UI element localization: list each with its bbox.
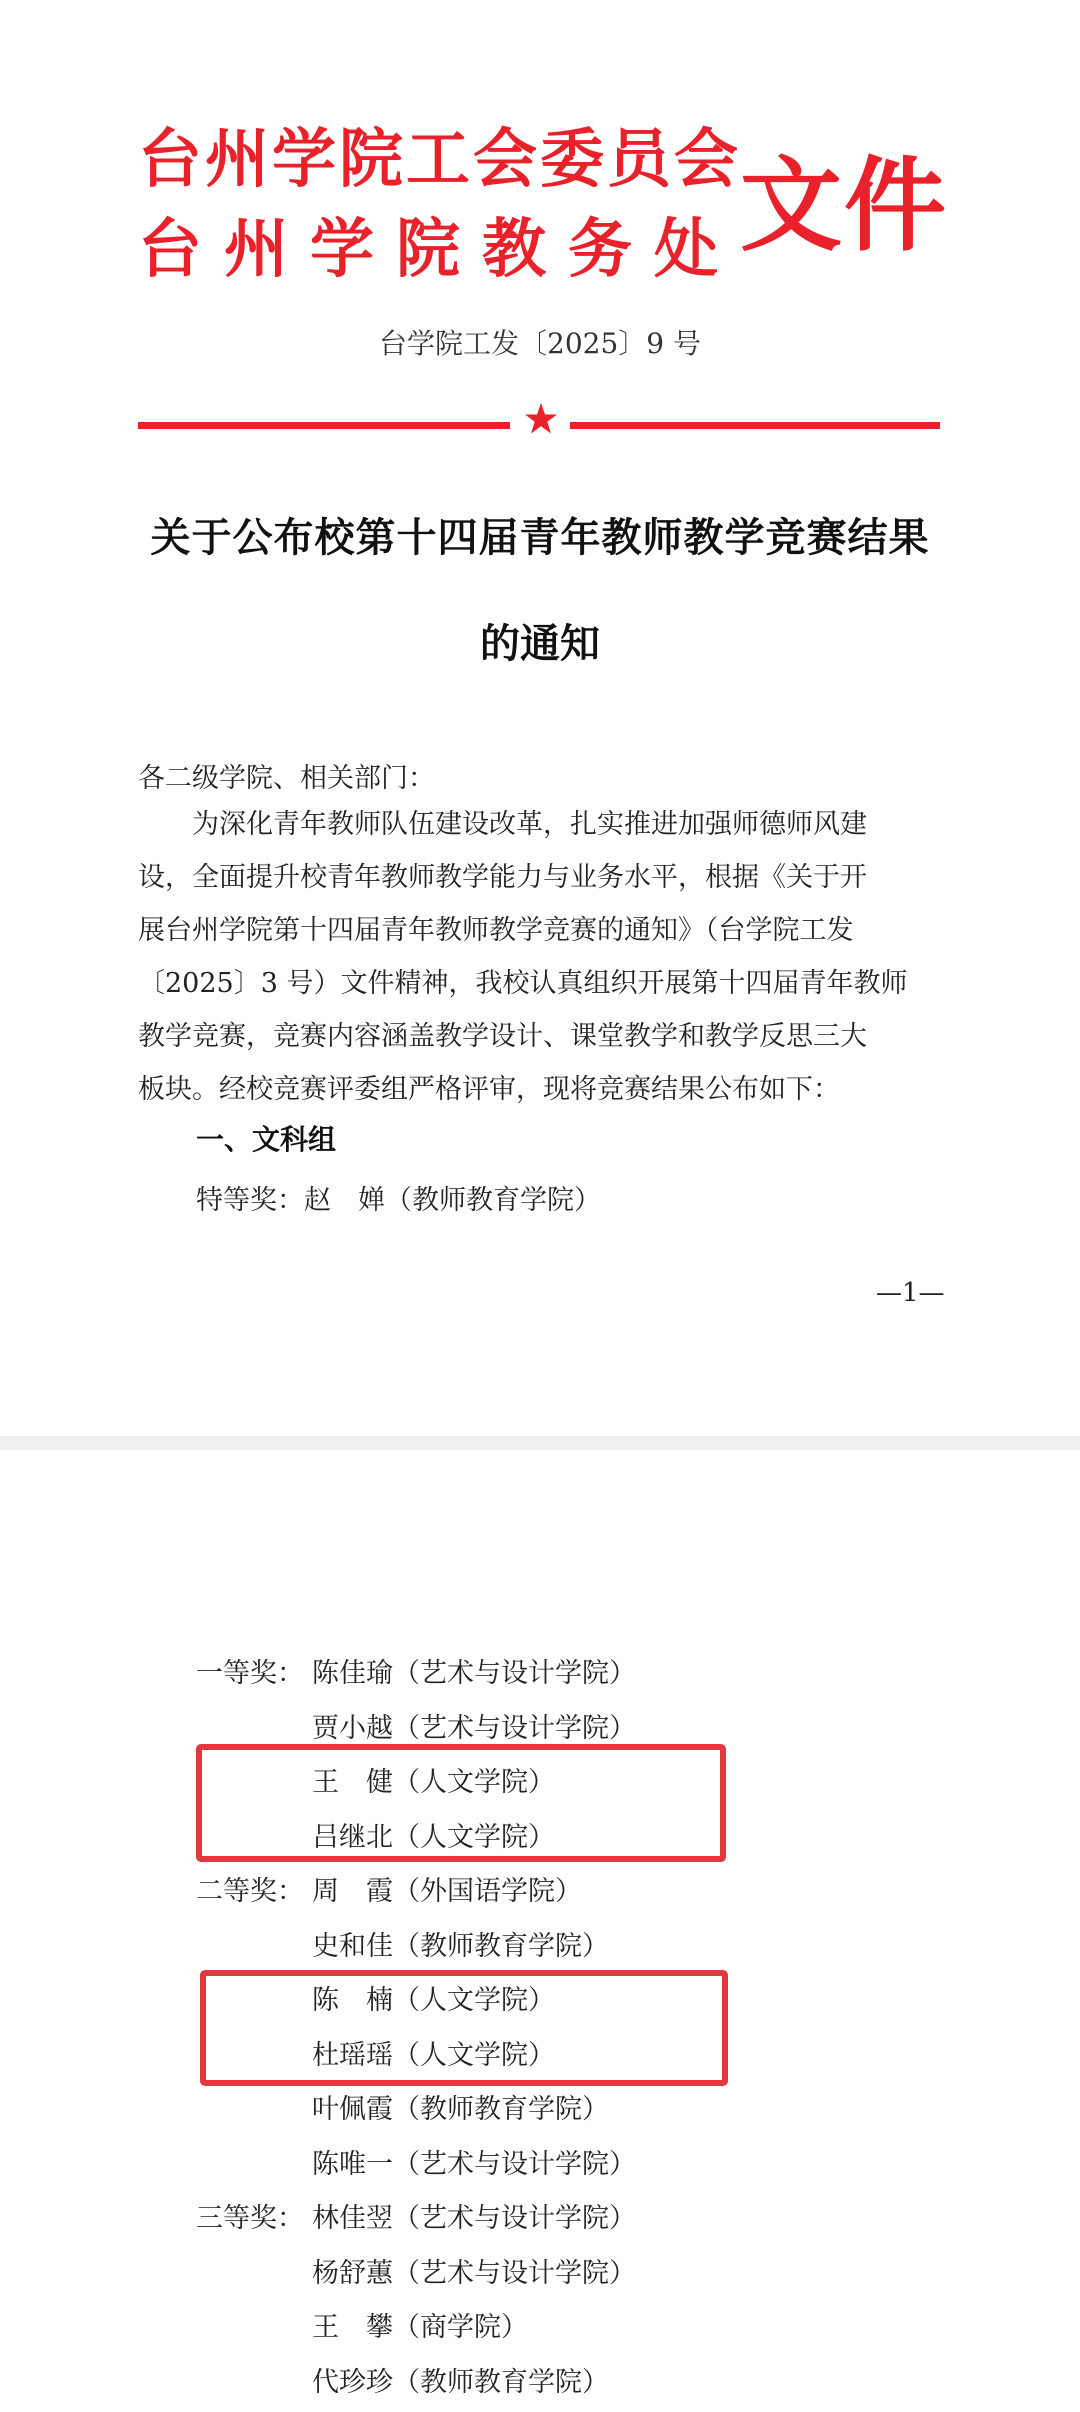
award-row	[196, 1647, 636, 1702]
award-entry: 陈 楠（人文学院）	[312, 1985, 555, 2016]
award-level-label: 二等奖：	[196, 1876, 304, 1907]
award-entry: 杨舒蕙（艺术与设计学院）	[312, 2257, 636, 2289]
award-entry: 杜瑶瑶（人文学院）	[312, 2039, 555, 2071]
red-star-icon	[524, 402, 558, 436]
notice-title-line1: 关于公布校第十四届青年教师教学竞赛结果	[150, 515, 930, 561]
award-entry: 王 攀（商学院）	[312, 2312, 528, 2343]
issuer-name-union: 台州学院工会委员会	[138, 122, 741, 197]
paragraph-line: 为深化青年教师队伍建设改革，扎实推进加强师德师风建	[138, 809, 867, 840]
paragraph-line: 板块。经校竞赛评委组严格评审，现将竞赛结果公布如下：	[138, 1074, 840, 1105]
award-row	[196, 2192, 636, 2247]
award-entry: 吕继北（人文学院）	[312, 1821, 555, 1853]
page-number: —1—	[876, 1278, 945, 1308]
highlight-box-second-prize-humanities	[200, 1970, 728, 2086]
award-entry: 史和佳（教师教育学院）	[312, 1930, 609, 1962]
award-entry: 陈佳瑜（艺术与设计学院）	[312, 1658, 636, 1689]
highlight-box-first-prize-humanities	[196, 1744, 726, 1862]
award-row	[196, 1920, 636, 1975]
award-row	[196, 2301, 636, 2356]
award-level-label: 一等奖：	[196, 1658, 304, 1689]
document-label: 文件	[740, 146, 948, 266]
award-entry: 叶佩霞（教师教育学院）	[312, 2094, 609, 2125]
award-entry: 王 健（人文学院）	[312, 1767, 555, 1798]
award-entry: 贾小越（艺术与设计学院）	[312, 1712, 636, 1744]
paragraph-line: 设，全面提升校青年教师教学能力与业务水平，根据《关于开	[138, 862, 867, 893]
notice-title-line2: 的通知	[480, 621, 600, 667]
award-entry: 周 霞（外国语学院）	[312, 1876, 582, 1907]
award-entry: 代珍珍（教师教育学院）	[312, 2366, 609, 2398]
special-prize-entry: 特等奖：赵 婵（教师教育学院）	[196, 1185, 601, 1216]
award-entry: 林佳翌（艺术与设计学院）	[312, 2203, 636, 2234]
paragraph-line: 教学竞赛，竞赛内容涵盖教学设计、课堂教学和教学反思三大	[138, 1021, 867, 1052]
section-heading: 一、文科组	[196, 1123, 337, 1156]
document-number: 台学院工发〔2025〕9 号	[379, 327, 701, 360]
page-separator	[0, 1436, 1080, 1450]
salutation: 各二级学院、相关部门：	[138, 763, 435, 794]
award-row	[196, 2138, 636, 2193]
red-divider-left	[138, 422, 510, 429]
issuer-name-academic-affairs: 台州学院教务处	[138, 212, 740, 287]
award-row	[196, 2083, 636, 2138]
paragraph-line: 〔2025〕3 号）文件精神，我校认真组织开展第十四届青年教师	[138, 968, 908, 999]
award-level-label: 三等奖：	[196, 2203, 304, 2234]
award-entry: 陈唯一（艺术与设计学院）	[312, 2148, 636, 2180]
red-divider-right	[570, 422, 940, 429]
award-row	[196, 1865, 636, 1920]
paragraph-line: 展台州学院第十四届青年教师教学竞赛的通知》（台学院工发	[138, 915, 854, 946]
notice-paragraph	[138, 798, 938, 1116]
award-row	[196, 2356, 636, 2411]
award-row	[196, 2247, 636, 2302]
